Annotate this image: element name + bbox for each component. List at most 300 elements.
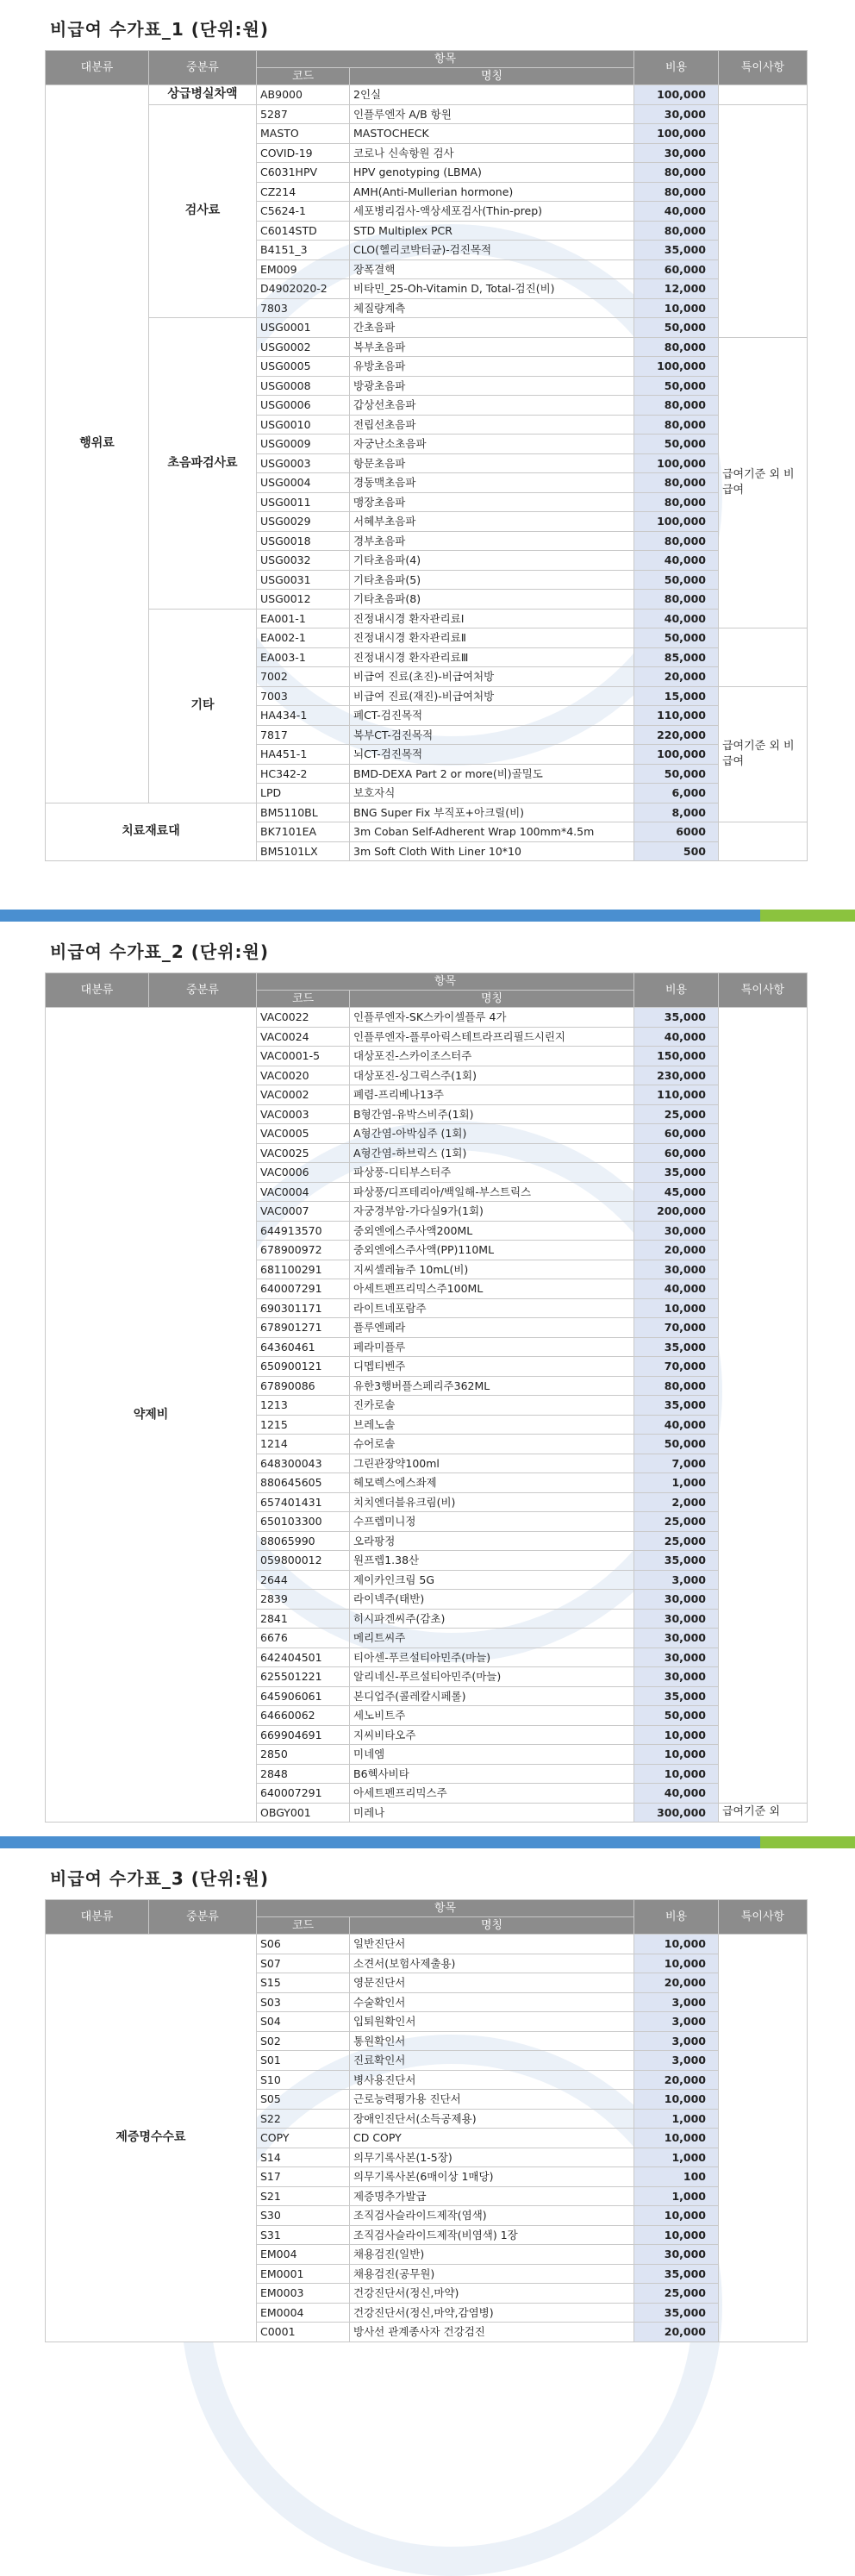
item-code: 678901271 (257, 1318, 350, 1338)
item-name: 치치엔더블유크림(비) (350, 1492, 634, 1512)
item-code: 6676 (257, 1629, 350, 1648)
header-name: 명칭 (350, 1917, 634, 1935)
item-name: 디멥티벤주 (350, 1357, 634, 1377)
item-code: VAC0020 (257, 1066, 350, 1085)
item-price: 1,000 (634, 2109, 719, 2129)
item-note (719, 85, 808, 105)
item-name: 장애인진단서(소득공제용) (350, 2109, 634, 2129)
item-price: 10,000 (634, 2206, 719, 2226)
item-name: 지씨비타오주 (350, 1725, 634, 1745)
item-price: 220,000 (634, 725, 719, 745)
table-row (46, 85, 808, 105)
major-category: 약제비 (46, 1008, 257, 1823)
item-price: 50,000 (634, 628, 719, 648)
item-code: 7003 (257, 686, 350, 706)
item-code: S21 (257, 2186, 350, 2206)
item-price: 30,000 (634, 1221, 719, 1241)
item-name: 본디업주(콜레칼시페롤) (350, 1686, 634, 1706)
item-name: 티아센-푸르설티아민주(마늘) (350, 1648, 634, 1667)
item-price: 100,000 (634, 512, 719, 532)
item-price: 50,000 (634, 318, 719, 338)
item-code: LPD (257, 784, 350, 803)
item-price: 30,000 (634, 1648, 719, 1667)
item-name: 대상포진-스카이조스터주 (350, 1047, 634, 1066)
item-code: COVID-19 (257, 143, 350, 163)
header-major: 대분류 (46, 51, 149, 85)
item-code: BM5110BL (257, 803, 350, 822)
item-note: 급여기준 외 비급여 (719, 686, 808, 822)
item-name: 제증명추가발급 (350, 2186, 634, 2206)
item-price: 30,000 (634, 1609, 719, 1629)
header-name: 명칭 (350, 68, 634, 85)
item-price: 100,000 (634, 85, 719, 105)
item-name: 유한3행버플스페리주362ML (350, 1376, 634, 1396)
item-price: 100,000 (634, 124, 719, 144)
item-code: 7803 (257, 298, 350, 318)
item-note (719, 104, 808, 337)
item-name: 지씨셀레늄주 10mL(비) (350, 1260, 634, 1279)
header-price: 비용 (634, 1900, 719, 1935)
item-name: 폐렴-프리베나13주 (350, 1085, 634, 1105)
section-title: 비급여 수가표_2 (단위:원) (50, 941, 270, 962)
header-item: 항목 (257, 51, 634, 68)
item-code: EM004 (257, 2245, 350, 2265)
item-code: EA002-1 (257, 628, 350, 648)
item-code: USG0011 (257, 492, 350, 512)
item-note (719, 822, 808, 861)
item-price: 80,000 (634, 163, 719, 183)
item-code: HA434-1 (257, 706, 350, 726)
item-price: 30,000 (634, 1590, 719, 1610)
item-price: 35,000 (634, 1686, 719, 1706)
item-name: 아세트펜프리믹스주 (350, 1784, 634, 1804)
item-code: 657401431 (257, 1492, 350, 1512)
item-name: 영문진단서 (350, 1973, 634, 1993)
item-price: 10,000 (634, 2225, 719, 2245)
item-price: 20,000 (634, 2070, 719, 2090)
item-name: 의무기록사본(1-5장) (350, 2148, 634, 2167)
item-code: S07 (257, 1954, 350, 1973)
item-name: 미네엠 (350, 1745, 634, 1765)
item-name: 입퇴원확인서 (350, 2012, 634, 2032)
header-minor: 중분류 (149, 51, 257, 85)
item-price: 50,000 (634, 1706, 719, 1726)
item-price: 40,000 (634, 1027, 719, 1047)
item-name: 페라미플루 (350, 1337, 634, 1357)
item-code: HC342-2 (257, 764, 350, 784)
item-name: 대상포진-싱그릭스주(1회) (350, 1066, 634, 1085)
header-name: 명칭 (350, 991, 634, 1008)
item-price: 40,000 (634, 551, 719, 571)
item-name: 원프렙1.38산 (350, 1551, 634, 1571)
item-price: 60,000 (634, 1143, 719, 1163)
header-code: 코드 (257, 991, 350, 1008)
fee-table-1 (45, 50, 808, 861)
item-name: 맹장초음파 (350, 492, 634, 512)
item-code: USG0010 (257, 415, 350, 435)
item-code: D4902020-2 (257, 279, 350, 299)
item-price: 230,000 (634, 1066, 719, 1085)
table-row (46, 609, 808, 628)
item-price: 10,000 (634, 1298, 719, 1318)
item-price: 20,000 (634, 667, 719, 687)
item-code: 669904691 (257, 1725, 350, 1745)
item-price: 500 (634, 841, 719, 861)
item-price: 110,000 (634, 706, 719, 726)
item-price: 70,000 (634, 1357, 719, 1377)
item-code: 5287 (257, 104, 350, 124)
item-code: S10 (257, 2070, 350, 2090)
item-name: 기타초음파(4) (350, 551, 634, 571)
item-price: 35,000 (634, 2264, 719, 2284)
major-category: 행위료 (46, 85, 149, 803)
item-code: EM0004 (257, 2303, 350, 2323)
table-row (46, 104, 808, 124)
item-code: C6031HPV (257, 163, 350, 183)
header-major: 대분류 (46, 1900, 149, 1935)
item-code: 88065990 (257, 1531, 350, 1551)
item-code: 645906061 (257, 1686, 350, 1706)
item-price: 30,000 (634, 143, 719, 163)
item-code: USG0005 (257, 357, 350, 377)
item-name: B6헥사비타 (350, 1764, 634, 1784)
item-price: 20,000 (634, 2323, 719, 2342)
item-code: USG0006 (257, 396, 350, 416)
item-name: 플루엔페라 (350, 1318, 634, 1338)
item-code: 2850 (257, 1745, 350, 1765)
item-price: 3,000 (634, 1570, 719, 1590)
fee-section-3 (45, 1866, 807, 2342)
item-code: USG0009 (257, 435, 350, 454)
header-note: 특이사항 (719, 973, 808, 1008)
item-code: C5624-1 (257, 202, 350, 222)
item-code: USG0003 (257, 453, 350, 473)
item-name: AMH(Anti-Mullerian hormone) (350, 182, 634, 202)
item-name: 코로나 신속항원 검사 (350, 143, 634, 163)
item-code: S22 (257, 2109, 350, 2129)
item-code: 1213 (257, 1396, 350, 1416)
item-code: S31 (257, 2225, 350, 2245)
item-name: 제이카인크림 5G (350, 1570, 634, 1590)
item-name: HPV genotyping (LBMA) (350, 163, 634, 183)
item-price: 80,000 (634, 1376, 719, 1396)
item-name: 복부초음파 (350, 337, 634, 357)
item-price: 35,000 (634, 1551, 719, 1571)
item-code: 67890086 (257, 1376, 350, 1396)
item-code: 7002 (257, 667, 350, 687)
item-price: 80,000 (634, 415, 719, 435)
item-name: 유방초음파 (350, 357, 634, 377)
item-name: 인플루엔자 A/B 항원 (350, 104, 634, 124)
item-price: 80,000 (634, 590, 719, 610)
item-code: VAC0002 (257, 1085, 350, 1105)
item-name: 기타초음파(8) (350, 590, 634, 610)
item-name: 미레나 (350, 1803, 634, 1823)
item-price: 100 (634, 2167, 719, 2187)
item-price: 40,000 (634, 609, 719, 628)
item-code: S14 (257, 2148, 350, 2167)
item-code: 650103300 (257, 1512, 350, 1532)
item-name: 그린관장약100ml (350, 1454, 634, 1473)
item-code: EM0001 (257, 2264, 350, 2284)
item-price: 30,000 (634, 104, 719, 124)
header-code: 코드 (257, 1917, 350, 1935)
item-note: 급여기준 외 (719, 1803, 808, 1823)
item-name: 자궁경부암-가다실9가(1회) (350, 1202, 634, 1222)
item-price: 1,000 (634, 2186, 719, 2206)
item-name: 비급여 진료(초진)-비급여처방 (350, 667, 634, 687)
item-code: CZ214 (257, 182, 350, 202)
item-price: 100,000 (634, 453, 719, 473)
item-note (719, 1008, 808, 1804)
item-name: 조직검사슬라이드제작(비염색) 1장 (350, 2225, 634, 2245)
item-name: 통원확인서 (350, 2031, 634, 2051)
item-name: BNG Super Fix 부직포+아크릴(비) (350, 803, 634, 822)
item-name: 자궁난소초음파 (350, 435, 634, 454)
item-name: 뇌CT-검진목적 (350, 745, 634, 765)
item-name: 헤모렉스에스좌제 (350, 1473, 634, 1493)
item-name: 아세트펜프리믹스주100ML (350, 1279, 634, 1299)
item-code: 642404501 (257, 1648, 350, 1667)
item-name: 병사용진단서 (350, 2070, 634, 2090)
header-price: 비용 (634, 973, 719, 1008)
item-price: 35,000 (634, 1008, 719, 1028)
item-code: 2839 (257, 1590, 350, 1610)
item-name: 소견서(보험사제출용) (350, 1954, 634, 1973)
item-code: 640007291 (257, 1279, 350, 1299)
item-price: 10,000 (634, 1745, 719, 1765)
item-name: 진정내시경 환자관리료Ⅱ (350, 628, 634, 648)
item-price: 80,000 (634, 531, 719, 551)
item-name: 히시파겐씨주(감초) (350, 1609, 634, 1629)
item-price: 100,000 (634, 745, 719, 765)
item-name: BMD-DEXA Part 2 or more(비)골밀도 (350, 764, 634, 784)
item-code: EM009 (257, 259, 350, 279)
item-price: 6000 (634, 822, 719, 842)
item-price: 30,000 (634, 2245, 719, 2265)
item-code: 1214 (257, 1435, 350, 1454)
header-item: 항목 (257, 1900, 634, 1917)
item-name: 방사선 관계종사자 건강검진 (350, 2323, 634, 2342)
item-name: 장폭결핵 (350, 259, 634, 279)
item-name: 비타민_25-Oh-Vitamin D, Total-검진(비) (350, 279, 634, 299)
item-price: 45,000 (634, 1182, 719, 1202)
item-price: 10,000 (634, 2090, 719, 2110)
item-code: VAC0004 (257, 1182, 350, 1202)
header-note: 특이사항 (719, 1900, 808, 1935)
item-code: 690301171 (257, 1298, 350, 1318)
item-name: 서혜부초음파 (350, 512, 634, 532)
item-code: 1215 (257, 1415, 350, 1435)
item-code: S06 (257, 1935, 350, 1954)
item-name: 경부초음파 (350, 531, 634, 551)
item-name: 체질량계측 (350, 298, 634, 318)
item-code: EA003-1 (257, 647, 350, 667)
item-code: HA451-1 (257, 745, 350, 765)
item-name: 3m Soft Cloth With Liner 10*10 (350, 841, 634, 861)
item-price: 80,000 (634, 221, 719, 241)
item-price: 50,000 (634, 570, 719, 590)
item-price: 80,000 (634, 492, 719, 512)
fee-table-2 (45, 972, 808, 1823)
item-name: 수술확인서 (350, 1992, 634, 2012)
item-name: 라이트네포람주 (350, 1298, 634, 1318)
item-name: 채용검진(공무원) (350, 2264, 634, 2284)
section-divider (0, 1836, 855, 1848)
item-price: 40,000 (634, 1279, 719, 1299)
item-code: 2644 (257, 1570, 350, 1590)
item-code: VAC0006 (257, 1163, 350, 1183)
fee-section-1 (45, 17, 807, 861)
item-price: 30,000 (634, 1667, 719, 1687)
item-name: 세포병리검사-액상세포검사(Thin-prep) (350, 202, 634, 222)
item-price: 30,000 (634, 1629, 719, 1648)
item-name: CD COPY (350, 2129, 634, 2148)
item-name: 파상풍/디프테리아/백일해-부스트릭스 (350, 1182, 634, 1202)
item-name: 경동맥초음파 (350, 473, 634, 493)
item-name: B형간염-유박스비주(1회) (350, 1104, 634, 1124)
item-code: S02 (257, 2031, 350, 2051)
item-price: 40,000 (634, 1784, 719, 1804)
item-price: 3,000 (634, 2031, 719, 2051)
item-price: 300,000 (634, 1803, 719, 1823)
item-name: 건강진단서(정신,마약,감염병) (350, 2303, 634, 2323)
item-code: 64360461 (257, 1337, 350, 1357)
item-code: S03 (257, 1992, 350, 2012)
item-name: 슈어로솔 (350, 1435, 634, 1454)
item-code: EA001-1 (257, 609, 350, 628)
item-price: 35,000 (634, 1163, 719, 1183)
item-code: 625501221 (257, 1667, 350, 1687)
item-name: 인플루엔자-SK스카이셀플루 4가 (350, 1008, 634, 1028)
item-name: 조직검사슬라이드제작(염색) (350, 2206, 634, 2226)
item-code: VAC0024 (257, 1027, 350, 1047)
item-name: 중외엔에스주사액(PP)110ML (350, 1241, 634, 1260)
item-name: 라이넥주(태반) (350, 1590, 634, 1610)
item-code: USG0008 (257, 376, 350, 396)
item-price: 40,000 (634, 1415, 719, 1435)
item-price: 100,000 (634, 357, 719, 377)
item-name: 건강진단서(정신,마약) (350, 2284, 634, 2304)
item-code: VAC0022 (257, 1008, 350, 1028)
item-name: 진카로솔 (350, 1396, 634, 1416)
item-price: 50,000 (634, 1435, 719, 1454)
item-name: 수프렙미니정 (350, 1512, 634, 1532)
item-price: 80,000 (634, 396, 719, 416)
item-code: USG0031 (257, 570, 350, 590)
table-row (46, 1935, 808, 1954)
item-code: EM0003 (257, 2284, 350, 2304)
header-code: 코드 (257, 68, 350, 85)
item-code: C6014STD (257, 221, 350, 241)
item-code: S04 (257, 2012, 350, 2032)
item-name: 갑상선초음파 (350, 396, 634, 416)
item-code: S15 (257, 1973, 350, 1993)
item-price: 200,000 (634, 1202, 719, 1222)
item-code: S17 (257, 2167, 350, 2187)
item-price: 10,000 (634, 1935, 719, 1954)
item-price: 10,000 (634, 2129, 719, 2148)
item-code: VAC0003 (257, 1104, 350, 1124)
header-minor: 중분류 (149, 1900, 257, 1935)
item-name: 3m Coban Self-Adherent Wrap 100mm*4.5m (350, 822, 634, 842)
item-price: 25,000 (634, 1531, 719, 1551)
header-minor: 중분류 (149, 973, 257, 1008)
item-code: 059800012 (257, 1551, 350, 1571)
item-price: 1,000 (634, 2148, 719, 2167)
item-code: 64660062 (257, 1706, 350, 1726)
item-price: 25,000 (634, 1104, 719, 1124)
item-price: 2,000 (634, 1492, 719, 1512)
fee-table-3 (45, 1899, 808, 2342)
item-code: 7817 (257, 725, 350, 745)
item-name: MASTOCHECK (350, 124, 634, 144)
item-name: 2인실 (350, 85, 634, 105)
item-code: USG0032 (257, 551, 350, 571)
item-price: 12,000 (634, 279, 719, 299)
item-name: 방광초음파 (350, 376, 634, 396)
item-price: 10,000 (634, 1954, 719, 1973)
item-name: 진정내시경 환자관리료Ⅰ (350, 609, 634, 628)
item-price: 80,000 (634, 473, 719, 493)
item-code: VAC0005 (257, 1124, 350, 1144)
item-code: 880645605 (257, 1473, 350, 1493)
item-code: BM5101LX (257, 841, 350, 861)
item-price: 6,000 (634, 784, 719, 803)
major-category: 제증명수수료 (46, 1935, 257, 2342)
item-price: 7,000 (634, 1454, 719, 1473)
item-name: 메리트씨주 (350, 1629, 634, 1648)
item-price: 10,000 (634, 298, 719, 318)
item-price: 50,000 (634, 376, 719, 396)
item-name: 간초음파 (350, 318, 634, 338)
item-name: 진료확인서 (350, 2051, 634, 2071)
item-code: C0001 (257, 2323, 350, 2342)
item-price: 20,000 (634, 1973, 719, 1993)
item-price: 3,000 (634, 2012, 719, 2032)
item-code: 640007291 (257, 1784, 350, 1804)
item-price: 35,000 (634, 2303, 719, 2323)
item-code: USG0001 (257, 318, 350, 338)
item-code: USG0004 (257, 473, 350, 493)
item-note (719, 1935, 808, 2342)
item-code: 678900972 (257, 1241, 350, 1260)
item-price: 150,000 (634, 1047, 719, 1066)
item-price: 15,000 (634, 686, 719, 706)
item-name: CLO(헬리코박터균)-검진목적 (350, 241, 634, 260)
item-code: 2841 (257, 1609, 350, 1629)
header-note: 특이사항 (719, 51, 808, 85)
item-code: S05 (257, 2090, 350, 2110)
item-price: 85,000 (634, 647, 719, 667)
item-code: OBGY001 (257, 1803, 350, 1823)
table-row (46, 1008, 808, 1028)
item-code: S01 (257, 2051, 350, 2071)
item-code: USG0012 (257, 590, 350, 610)
minor-category: 초음파검사료 (149, 318, 257, 610)
item-name: 브레노솔 (350, 1415, 634, 1435)
header-major: 대분류 (46, 973, 149, 1008)
item-price: 35,000 (634, 1396, 719, 1416)
item-code: BK7101EA (257, 822, 350, 842)
item-price: 35,000 (634, 241, 719, 260)
section-divider (0, 910, 855, 922)
header-price: 비용 (634, 51, 719, 85)
item-code: 650900121 (257, 1357, 350, 1377)
item-price: 25,000 (634, 1512, 719, 1532)
item-name: A형간염-하브릭스 (1회) (350, 1143, 634, 1163)
item-name: 알리네신-푸르설티아민주(마늘) (350, 1667, 634, 1687)
